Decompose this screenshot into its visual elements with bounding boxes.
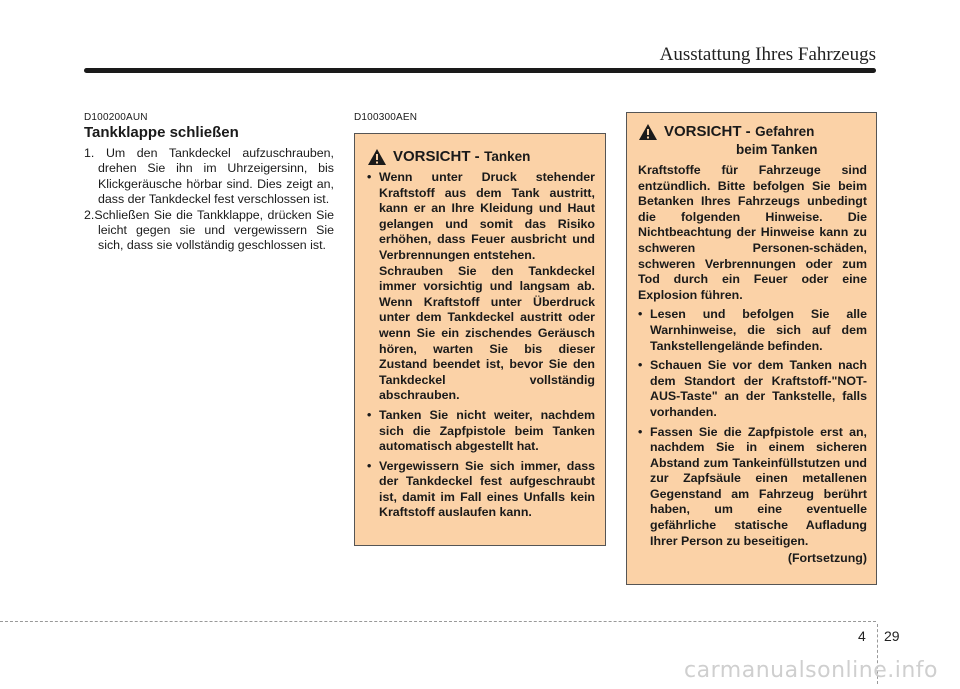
warning-item-text: Fassen Sie die Zapfpistole erst an, nachdem Sie in einem sicheren Abstand zum Tankeinfüllstutzen und zur Zapfsäule einen metallenen Gegenstand am Fahrzeug berührt haben, um eine eventuelle gefährliche statische Aufladung Ihrer Person zu beseitigen. — [650, 424, 867, 548]
warning-title-main: VORSICHT - — [664, 123, 751, 140]
section-code-middle: D100300AEN — [354, 112, 418, 123]
step-number: 2. — [84, 207, 95, 222]
bullet-icon: • — [638, 424, 643, 439]
step-item — [84, 208, 334, 254]
warning-item-extra: Schrauben Sie den Tankdeckel immer vorsichtig und langsam ab. Wenn Kraftstoff unter Überdruck unter dem Tankdeckel austritt oder wenn Sie ein zischendes Geräusch hören, warten Sie bis dieser Zustand beendet ist, bevor Sie den Tankdeckel vollständig abschrauben. — [379, 263, 595, 403]
warning-item-text: Lesen und befolgen Sie alle Warnhinweise, die sich auf dem Tankstellengelände befinden. — [650, 307, 867, 353]
warning-item-text: Schauen Sie vor dem Tanken nach dem Standort der Kraftstoff-"NOT-AUS-Taste" an der Tankstelle, falls vorhanden. — [650, 358, 867, 419]
warning-item — [367, 408, 595, 455]
section-code-left: D100200AUN — [84, 112, 148, 123]
warning-item — [367, 170, 595, 404]
step-text: Um den Tankdeckel aufzuschrauben, drehen Sie ihn im Uhrzeigersinn, bis Klickgeräusche hörbar sind. Dies zeigt an, dass der Tankdeckel fest verschlossen ist. — [98, 146, 334, 207]
chapter-number: 4 — [858, 628, 866, 644]
bullet-icon: • — [638, 358, 643, 373]
step-list — [84, 146, 334, 254]
warning-title-sub: Gefahren — [755, 124, 815, 139]
warning-intro: Kraftstoffe für Fahrzeuge sind entzündlich. Bitte befolgen Sie beim Betanken Ihres Fahrzeugs unbedingt die folgenden Hinweise. Die Nichtbeachtung der Hinweise kann zu schweren Personen-schäden, schweren Verbrennungen oder zum Tod durch ein Feuer oder eine Explosion führen. — [638, 163, 867, 302]
bullet-icon: • — [367, 170, 372, 184]
section-heading: Tankklappe schließen — [84, 124, 239, 141]
warning-triangle-icon — [638, 123, 658, 141]
warning-item-text: Wenn unter Druck stehender Kraftstoff aus dem Tank austritt, kann er an Ihre Kleidung und Haut gelangen und somit das Risiko erhöhen, dass Feuer ausbricht und Verbrennungen entstehen. — [379, 170, 595, 262]
footer-rule — [0, 621, 876, 622]
header-rule — [84, 68, 876, 73]
warning-item-text: Tanken Sie nicht weiter, nachdem sich die Zapfpistole beim Tanken automatisch abgestellt hat. — [379, 407, 595, 454]
left-column — [84, 124, 334, 254]
warning-title-main: VORSICHT - — [393, 148, 480, 165]
bullet-icon: • — [367, 458, 372, 473]
bullet-icon: • — [638, 307, 643, 322]
warning-title-sub-2: beim Tanken — [736, 142, 818, 157]
warning-list — [367, 170, 595, 521]
warning-item — [638, 425, 867, 550]
section-header-title: Ausstattung Ihres Fahrzeugs — [659, 44, 876, 65]
warning-triangle-icon — [367, 148, 387, 166]
warning-item — [638, 307, 867, 354]
warning-box-tanken — [354, 133, 606, 546]
warning-item — [638, 358, 867, 420]
page-number: 29 — [884, 628, 900, 644]
step-number: 1. — [84, 146, 95, 160]
warning-box-title — [367, 148, 595, 166]
continued-note: (Fortsetzung) — [787, 551, 867, 566]
bullet-icon: • — [367, 407, 372, 422]
step-item — [84, 146, 334, 208]
watermark: carmanualsonline.info — [684, 658, 938, 683]
warning-box-title — [638, 123, 867, 159]
step-text: Schließen Sie die Tankklappe, drücken Sie leicht gegen sie und vergewissern Sie sich, dass sie vollständig geschlossen ist. — [94, 207, 334, 253]
warning-title-sub: Tanken — [484, 149, 531, 164]
warning-item — [367, 459, 595, 521]
warning-item-text: Vergewissern Sie sich immer, dass der Tankdeckel fest aufgeschraubt ist, damit im Fall eines Unfalls kein Kraftstoff auslaufen kann. — [379, 458, 595, 520]
warning-box-gefahren — [626, 112, 877, 585]
warning-list — [638, 307, 867, 549]
